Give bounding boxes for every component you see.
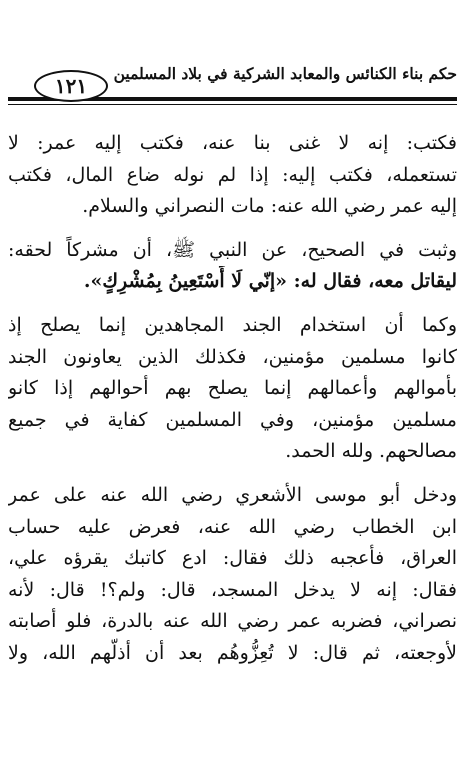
page-body (8, 128, 457, 773)
paragraph-2 (8, 235, 457, 298)
text-line: ودخل أبو موسى الأشعري رضي الله عنه على عمر (8, 483, 457, 506)
text-line: نصراني، فضربه عمر رضي الله عنه بالدرة، فلو أصابته (8, 610, 457, 633)
paragraph-gap (8, 468, 457, 480)
text-line: إليه عمر رضي الله عنه: مات النصراني والسلام. (82, 195, 457, 218)
text-line: ابن الخطاب رضي الله عنه، فعرض عليه حساب (8, 515, 457, 538)
paragraph-1 (8, 128, 457, 223)
header-rule-thin (8, 104, 457, 105)
paragraph-4 (8, 480, 457, 670)
text-line: فقال: إنه لا يدخل المسجد، قال: ولم؟! قال: لأنه (8, 578, 457, 601)
paragraph-gap (8, 298, 457, 310)
text-line: كانوا مسلمين مؤمنين، فكذلك الذين يعاونون الجند (8, 345, 457, 368)
paragraph-3 (8, 310, 457, 468)
paragraph-gap (8, 223, 457, 235)
text-line: مسلمين مؤمنين، وفي المسلمين كفاية في جميع (8, 408, 457, 431)
text-line: مصالحهم. ولله الحمد. (285, 440, 457, 463)
text-line: وكما أن استخدام الجند المجاهدين إنما يصلح إذ (8, 313, 457, 336)
page-header (8, 56, 457, 108)
text-line-hadith: ليقاتل معه، فقال له: «إنّي لَا أَسْتَعِينُ بِمُشْرِكٍ». (83, 270, 457, 293)
running-title: حكم بناء الكنائس والمعابد الشركية في بلاد المسلمين (113, 64, 457, 83)
text-line: فكتب: إنه لا غنى بنا عنه، فكتب إليه عمر: لا (8, 132, 457, 154)
text-line: لأوجعته، ثم قال: لا تُعِزُّوهُم بعد أن أذلّهم الله، ولا (8, 641, 457, 664)
text-line: تستعمله، فكتب إليه: إذا لم نوله ضاع المال، فكتب (8, 163, 457, 186)
page-number: ١٢١ (34, 70, 108, 102)
text-line: بأموالهم وأعمالهم إنما يصلح بهم أحوالهم إذا كانو (8, 377, 457, 400)
text-line: العراق، فأعجبه ذلك فقال: ادع كاتبك يقرؤه علي، (8, 547, 457, 570)
text-line: وثبت في الصحيح، عن النبي ﷺ، أن مشركاً لحقه: (8, 238, 457, 261)
